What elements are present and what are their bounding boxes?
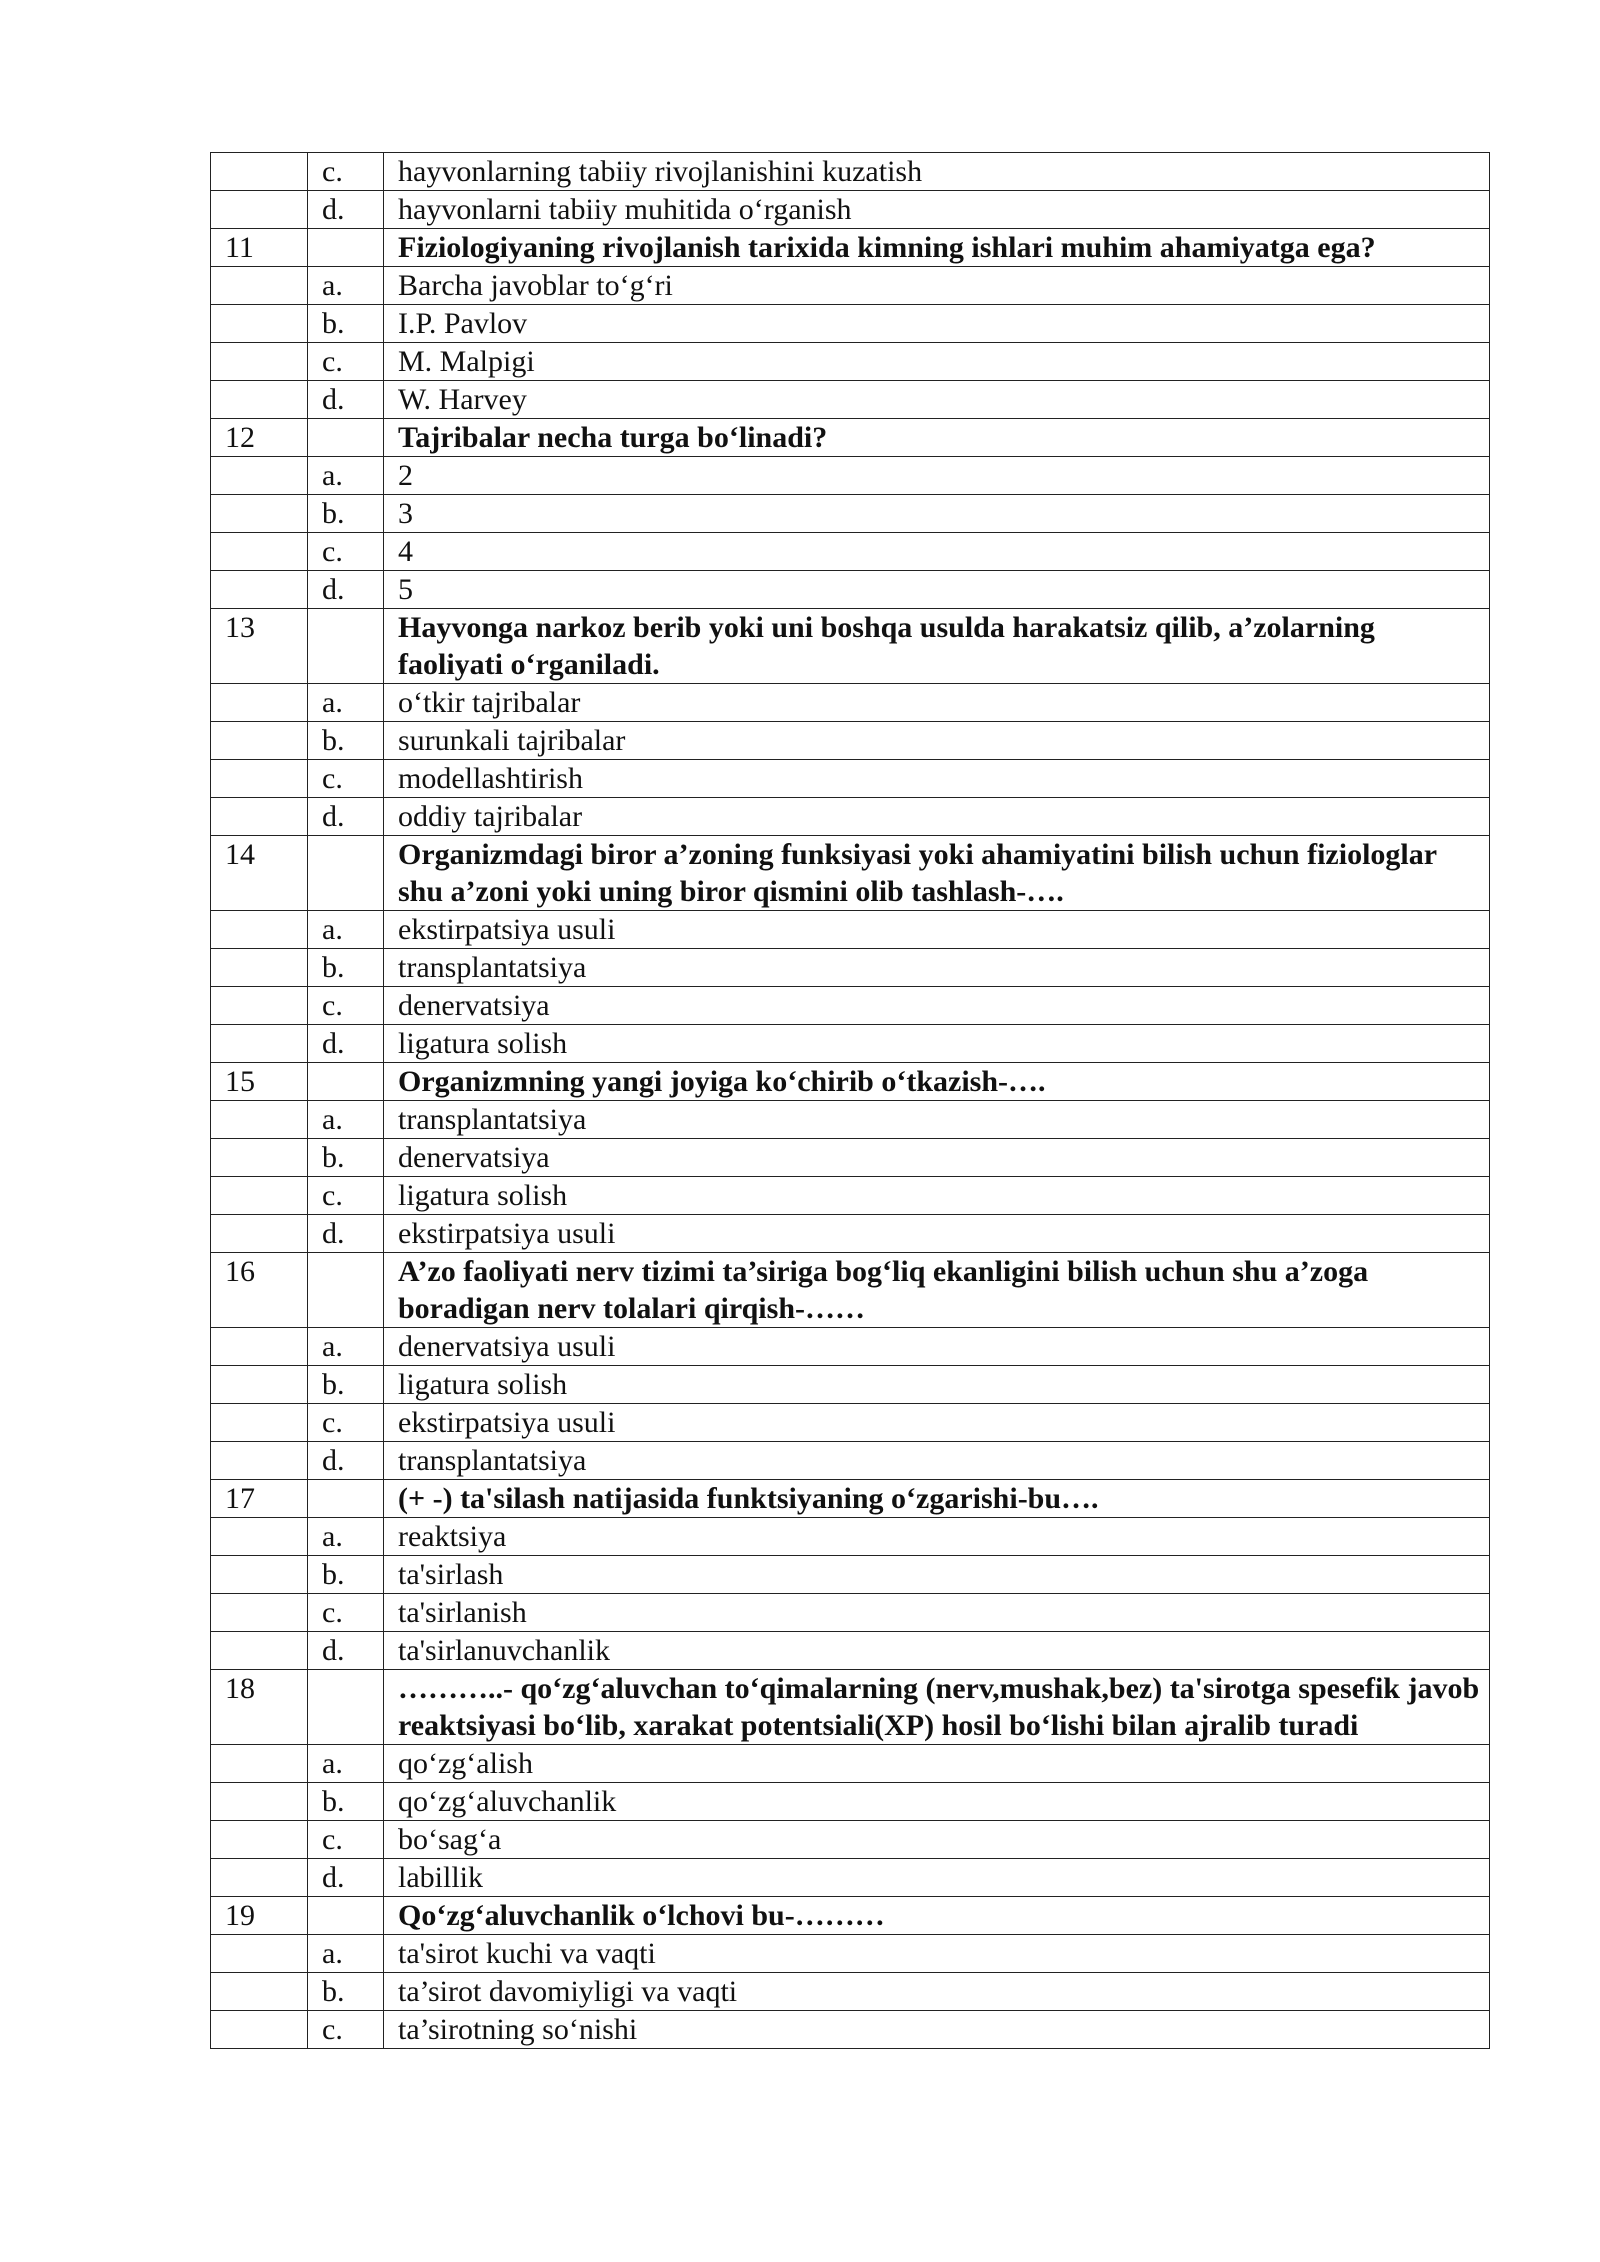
option-letter <box>308 229 384 267</box>
question-number <box>211 305 308 343</box>
option-letter: a. <box>308 1101 384 1139</box>
option-text: ta'sirlanish <box>384 1594 1490 1632</box>
option-text: ligatura solish <box>384 1366 1490 1404</box>
option-text: modellashtirish <box>384 760 1490 798</box>
option-text: ligatura solish <box>384 1177 1490 1215</box>
option-text: ta'sirlanuvchanlik <box>384 1632 1490 1670</box>
option-text: reaktsiya <box>384 1518 1490 1556</box>
option-text: transplantatsiya <box>384 1101 1490 1139</box>
question-number: 16 <box>211 1253 308 1328</box>
answer-row <box>211 1025 1490 1063</box>
question-number <box>211 1632 308 1670</box>
option-letter <box>308 609 384 684</box>
option-text: M. Malpigi <box>384 343 1490 381</box>
option-text: I.P. Pavlov <box>384 305 1490 343</box>
option-text: ekstirpatsiya usuli <box>384 1404 1490 1442</box>
option-letter: c. <box>308 987 384 1025</box>
question-text: Hayvonga narkoz berib yoki uni boshqa usulda harakatsiz qilib, a’zolarning faoliyati o‘rganiladi. <box>384 609 1490 684</box>
option-text: oddiy tajribalar <box>384 798 1490 836</box>
option-text: hayvonlarning tabiiy rivojlanishini kuzatish <box>384 153 1490 191</box>
question-text: A’zo faoliyati nerv tizimi ta’siriga bog‘liq ekanligini bilish uchun shu a’zoga boradigan nerv tolalari qirqish-…… <box>384 1253 1490 1328</box>
quiz-table <box>210 152 1490 2049</box>
question-number: 19 <box>211 1897 308 1935</box>
option-letter: d. <box>308 1859 384 1897</box>
option-text: hayvonlarni tabiiy muhitida o‘rganish <box>384 191 1490 229</box>
option-letter: b. <box>308 949 384 987</box>
answer-row <box>211 1556 1490 1594</box>
answer-row <box>211 1973 1490 2011</box>
question-number <box>211 1366 308 1404</box>
option-text: transplantatsiya <box>384 1442 1490 1480</box>
question-row <box>211 609 1490 684</box>
question-row <box>211 836 1490 911</box>
option-letter: c. <box>308 153 384 191</box>
option-letter: d. <box>308 798 384 836</box>
question-row <box>211 1480 1490 1518</box>
option-letter: b. <box>308 305 384 343</box>
answer-row <box>211 533 1490 571</box>
question-number <box>211 533 308 571</box>
question-number <box>211 722 308 760</box>
question-number <box>211 1404 308 1442</box>
question-row <box>211 419 1490 457</box>
option-text: W. Harvey <box>384 381 1490 419</box>
option-letter: c. <box>308 343 384 381</box>
option-text: Barcha javoblar to‘g‘ri <box>384 267 1490 305</box>
answer-row <box>211 987 1490 1025</box>
question-number <box>211 1518 308 1556</box>
option-letter: c. <box>308 1177 384 1215</box>
option-letter <box>308 1480 384 1518</box>
option-text: labillik <box>384 1859 1490 1897</box>
question-number <box>211 571 308 609</box>
option-letter <box>308 419 384 457</box>
option-letter: a. <box>308 1935 384 1973</box>
question-number <box>211 495 308 533</box>
question-text: Qo‘zg‘aluvchanlik o‘lchovi bu-……… <box>384 1897 1490 1935</box>
question-number: 13 <box>211 609 308 684</box>
option-letter <box>308 836 384 911</box>
answer-row <box>211 798 1490 836</box>
option-letter: c. <box>308 1821 384 1859</box>
answer-row <box>211 1821 1490 1859</box>
question-number <box>211 1859 308 1897</box>
answer-row <box>211 1859 1490 1897</box>
question-number <box>211 2011 308 2049</box>
question-text: ………..- qo‘zg‘aluvchan to‘qimalarning (nerv,mushak,bez) ta'sirotga spesefik javob reaktsiyasi bo‘lib, xarakat potentsiali(XP) hosil bo‘lishi bilan ajralib turadi <box>384 1670 1490 1745</box>
answer-row <box>211 2011 1490 2049</box>
question-number <box>211 267 308 305</box>
quiz-table-body <box>211 153 1490 2049</box>
option-letter: a. <box>308 267 384 305</box>
answer-row <box>211 760 1490 798</box>
question-number: 12 <box>211 419 308 457</box>
option-letter: b. <box>308 1556 384 1594</box>
question-number: 17 <box>211 1480 308 1518</box>
answer-row <box>211 457 1490 495</box>
question-number <box>211 911 308 949</box>
answer-row <box>211 1783 1490 1821</box>
option-letter: a. <box>308 457 384 495</box>
option-letter: d. <box>308 1215 384 1253</box>
answer-row <box>211 1366 1490 1404</box>
question-text: Organizmdagi biror a’zoning funksiyasi yoki ahamiyatini bilish uchun fiziologlar shu a’zoni yoki uning biror qismini olib tashlash-…. <box>384 836 1490 911</box>
answer-row <box>211 191 1490 229</box>
answer-row <box>211 1442 1490 1480</box>
option-text: ekstirpatsiya usuli <box>384 1215 1490 1253</box>
option-text: 5 <box>384 571 1490 609</box>
question-number <box>211 1783 308 1821</box>
answer-row <box>211 1518 1490 1556</box>
question-number <box>211 381 308 419</box>
option-letter: d. <box>308 571 384 609</box>
answer-row <box>211 1101 1490 1139</box>
answer-row <box>211 571 1490 609</box>
option-text: ekstirpatsiya usuli <box>384 911 1490 949</box>
option-letter: c. <box>308 2011 384 2049</box>
option-letter: d. <box>308 1442 384 1480</box>
answer-row <box>211 1328 1490 1366</box>
question-row <box>211 1253 1490 1328</box>
answer-row <box>211 1935 1490 1973</box>
answer-row <box>211 343 1490 381</box>
option-letter: a. <box>308 684 384 722</box>
question-text: Tajribalar necha turga bo‘linadi? <box>384 419 1490 457</box>
question-row <box>211 1063 1490 1101</box>
question-number <box>211 684 308 722</box>
answer-row <box>211 1177 1490 1215</box>
question-number <box>211 153 308 191</box>
option-letter: a. <box>308 1518 384 1556</box>
answer-row <box>211 1594 1490 1632</box>
question-number <box>211 1442 308 1480</box>
question-number <box>211 1821 308 1859</box>
option-text: 4 <box>384 533 1490 571</box>
answer-row <box>211 1139 1490 1177</box>
question-number <box>211 1594 308 1632</box>
question-number <box>211 1328 308 1366</box>
option-text: bo‘sag‘a <box>384 1821 1490 1859</box>
option-text: ta’sirot davomiyligi va vaqti <box>384 1973 1490 2011</box>
option-letter: b. <box>308 722 384 760</box>
option-letter <box>308 1897 384 1935</box>
question-number <box>211 949 308 987</box>
option-letter: c. <box>308 533 384 571</box>
option-letter <box>308 1670 384 1745</box>
option-letter: a. <box>308 1745 384 1783</box>
option-letter: b. <box>308 1783 384 1821</box>
option-letter <box>308 1063 384 1101</box>
answer-row <box>211 153 1490 191</box>
question-number: 14 <box>211 836 308 911</box>
answer-row <box>211 1745 1490 1783</box>
option-letter: d. <box>308 1025 384 1063</box>
answer-row <box>211 684 1490 722</box>
question-number <box>211 1101 308 1139</box>
question-number: 11 <box>211 229 308 267</box>
answer-row <box>211 949 1490 987</box>
question-number <box>211 987 308 1025</box>
answer-row <box>211 267 1490 305</box>
question-number: 18 <box>211 1670 308 1745</box>
question-row <box>211 1670 1490 1745</box>
question-number <box>211 1973 308 2011</box>
question-row <box>211 229 1490 267</box>
answer-row <box>211 1404 1490 1442</box>
option-text: 3 <box>384 495 1490 533</box>
question-row <box>211 1897 1490 1935</box>
answer-row <box>211 305 1490 343</box>
question-number <box>211 457 308 495</box>
question-number <box>211 1556 308 1594</box>
answer-row <box>211 1215 1490 1253</box>
question-number <box>211 1215 308 1253</box>
answer-row <box>211 495 1490 533</box>
answer-row <box>211 911 1490 949</box>
answer-row <box>211 722 1490 760</box>
option-text: qo‘zg‘alish <box>384 1745 1490 1783</box>
option-letter: c. <box>308 760 384 798</box>
question-number <box>211 1025 308 1063</box>
option-letter: b. <box>308 1973 384 2011</box>
question-number <box>211 1177 308 1215</box>
option-text: denervatsiya <box>384 987 1490 1025</box>
option-letter: d. <box>308 381 384 419</box>
option-text: transplantatsiya <box>384 949 1490 987</box>
answer-row <box>211 1632 1490 1670</box>
question-number <box>211 760 308 798</box>
question-text: (+ -) ta'silash natijasida funktsiyaning o‘zgarishi-bu…. <box>384 1480 1490 1518</box>
option-text: 2 <box>384 457 1490 495</box>
option-letter: a. <box>308 1328 384 1366</box>
question-number <box>211 1139 308 1177</box>
option-letter: b. <box>308 1366 384 1404</box>
question-text: Fiziologiyaning rivojlanish tarixida kimning ishlari muhim ahamiyatga ega? <box>384 229 1490 267</box>
option-letter: d. <box>308 1632 384 1670</box>
question-number <box>211 343 308 381</box>
option-letter <box>308 1253 384 1328</box>
answer-row <box>211 381 1490 419</box>
option-letter: a. <box>308 911 384 949</box>
question-number <box>211 191 308 229</box>
option-letter: b. <box>308 495 384 533</box>
option-text: ta’sirotning so‘nishi <box>384 2011 1490 2049</box>
option-letter: d. <box>308 191 384 229</box>
question-number: 15 <box>211 1063 308 1101</box>
option-text: ta'sirot kuchi va vaqti <box>384 1935 1490 1973</box>
option-text: qo‘zg‘aluvchanlik <box>384 1783 1490 1821</box>
option-text: denervatsiya usuli <box>384 1328 1490 1366</box>
question-number <box>211 1935 308 1973</box>
question-text: Organizmning yangi joyiga ko‘chirib o‘tkazish-…. <box>384 1063 1490 1101</box>
option-text: ligatura solish <box>384 1025 1490 1063</box>
option-letter: c. <box>308 1594 384 1632</box>
option-letter: b. <box>308 1139 384 1177</box>
option-letter: c. <box>308 1404 384 1442</box>
question-number <box>211 798 308 836</box>
question-number <box>211 1745 308 1783</box>
option-text: denervatsiya <box>384 1139 1490 1177</box>
option-text: ta'sirlash <box>384 1556 1490 1594</box>
option-text: o‘tkir tajribalar <box>384 684 1490 722</box>
option-text: surunkali tajribalar <box>384 722 1490 760</box>
